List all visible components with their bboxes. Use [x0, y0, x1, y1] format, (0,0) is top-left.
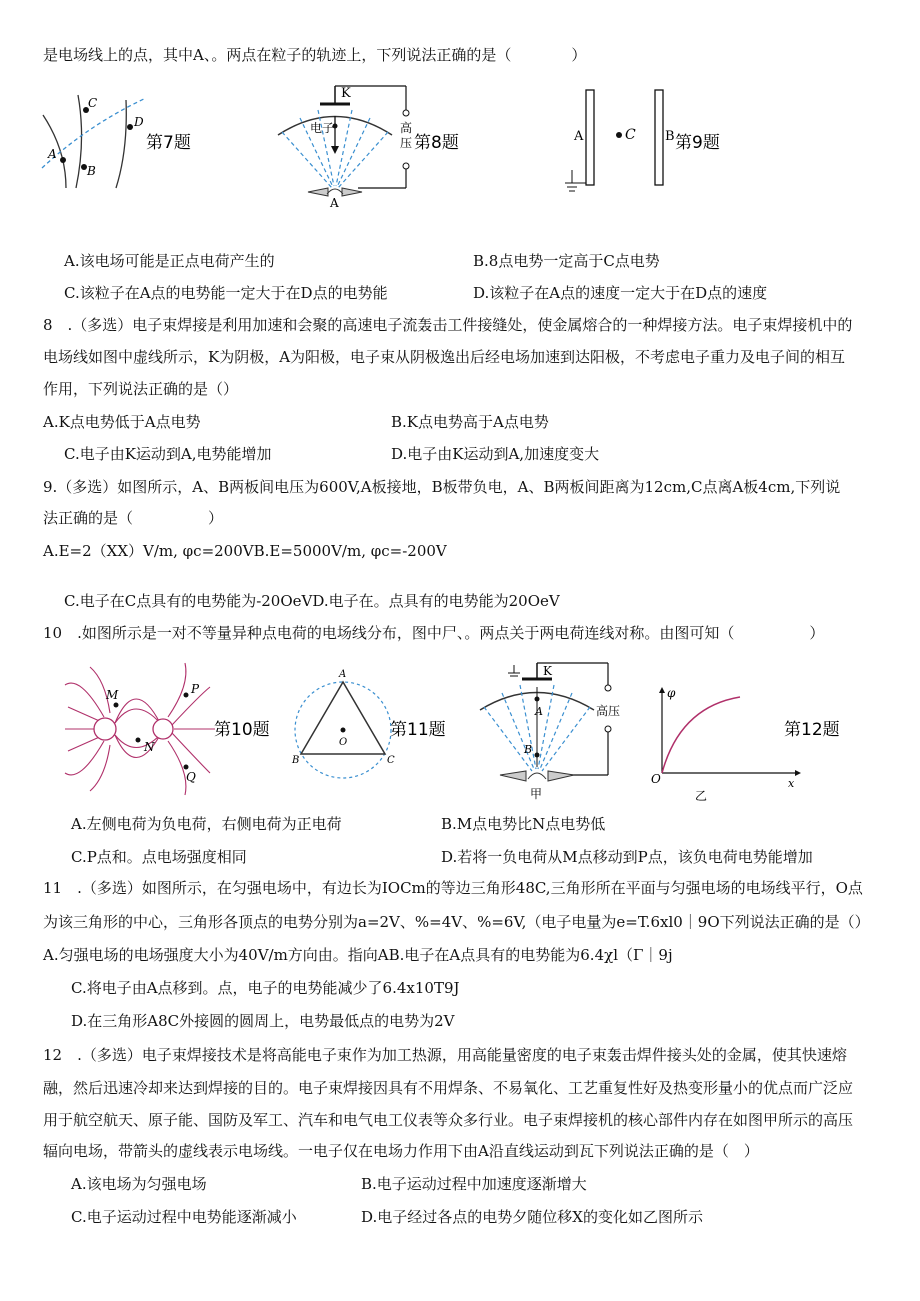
fig12-label-x: x [788, 777, 795, 790]
q9-option-ab: A.E=2（XX）V/m, φc=200VB.E=5000V/m, φc=-200V [43, 542, 447, 560]
q12-option-c: C.电子运动过程中电势能逐渐减小 [71, 1208, 297, 1226]
q12-stem-line4: 辐向电场，带箭头的虚线表示电场线。一电子仅在电场力作用下由A沿直线运动到瓦下列说法正确的是（ ） [43, 1142, 759, 1160]
fig8-label-hv2: 压 [400, 136, 413, 150]
q10-stem: 10 .如图所示是一对不等量异种点电荷的电场线分布，图中尸、。两点关于两电荷连线对称。由图可知（ ） [43, 624, 825, 642]
fig12-jia-apparatus [480, 663, 611, 781]
figure-row-1 [38, 80, 878, 210]
fig8-label-hv1: 高 [400, 121, 413, 135]
q7-option-d: D.该粒子在A点的速度一定大于在D点的速度 [473, 284, 768, 302]
fig11-label-b: B [292, 755, 300, 766]
figure-row-2 [60, 655, 880, 805]
fig12-label-yi: 乙 [695, 789, 708, 803]
fig10-label-p: P [191, 682, 200, 696]
fig8-caption: 第8题 [414, 133, 459, 153]
fig11-label-c: C [387, 755, 395, 766]
q7-option-a: A.该电场可能是正点电荷产生的 [64, 252, 275, 270]
fig11-caption: 第11题 [390, 720, 446, 740]
q12-option-a: A.该电场为匀强电场 [71, 1175, 207, 1193]
q8-option-c: C.电子由K运动到A,电势能增加 [64, 445, 272, 463]
fig12-label-b: B [524, 743, 533, 756]
fig12-label-hv: 高压 [596, 704, 621, 718]
q12-stem-line2: 融，然后迅速冷却来达到焊接的目的。电子束焊接因具有不用焊条、不易氧化、工艺重复性好及热变形量小的优点而广泛应 [43, 1079, 854, 1097]
q11-option-d: D.在三角形A8C外接圆的圆周上，电势最低点的电势为2V [71, 1012, 455, 1030]
q9-stem-line1: 9.（多选）如图所示，A、B两板间电压为600V,A板接地，B板带负电，A、B两板间距离为12cm,C点离A板4cm,下列说 [43, 478, 841, 496]
fig12-label-a: A [535, 705, 543, 718]
fig10-label-n: N [144, 740, 155, 754]
q12-option-d: D.电子经过各点的电势夕随位移X的变化如乙图所示 [361, 1208, 703, 1226]
fig8-label-k: K [341, 86, 351, 101]
fig9-label-a: A [574, 129, 584, 144]
fig11-label-o: O [339, 737, 348, 748]
fig8-apparatus [278, 86, 409, 196]
fig12-yi-graph [659, 687, 801, 776]
q7-option-b: B.8点电势一定高于C点电势 [473, 252, 660, 270]
fig9-label-c: C [625, 127, 636, 143]
q9-option-cd: C.电子在C点具有的电势能为-20OeVD.电子在。点具有的电势能为20OeV [64, 592, 560, 610]
fig7-label-a: A [48, 147, 57, 161]
fig7-label-c: C [88, 96, 98, 110]
q8-stem-line2: 电场线如图中虚线所示，K为阴极，A为阳极，电子束从阴极逸出后经电场加速到达阳极，不考虑电子重力及电子间的相互 [43, 348, 846, 366]
q10-option-c: C.P点和。点电场强度相同 [71, 848, 247, 866]
fig10-label-q: Q [186, 770, 196, 784]
q11-stem-line2: 为该三角形的中心，三角形各顶点的电势分别为a=2V、%=4V、%=6V,（电子电量为e=T.6xl0｜9O下列说法正确的是（） [43, 913, 870, 931]
fig10-caption: 第10题 [214, 720, 270, 740]
fig10-label-m: M [106, 688, 119, 702]
q8-option-d: D.电子由K运动到A,加速度变大 [391, 445, 600, 463]
q8-stem-line1: 8 .（多选）电子束焊接是利用加速和会聚的高速电子流轰击工件接缝处，使金属熔合的一种焊接方法。电子束焊接机中的 [43, 316, 853, 334]
q7-stem: 是电场线上的点，其中A、。两点在粒子的轨迹上，下列说法正确的是（ ） [43, 46, 587, 64]
q11-option-c: C.将电子由A点移到。点，电子的电势能减少了6.4x10T9J [71, 979, 460, 997]
fig7-label-b: B [87, 164, 96, 178]
fig11-triangle [295, 682, 391, 778]
q11-option-ab: A.匀强电场的电场强度大小为40V/m方向由。指向AB.电子在A点具有的电势能为6.4χl（Γ｜9j [43, 946, 673, 964]
fig11-label-a: A [339, 669, 347, 680]
q12-stem-line1: 12 .（多选）电子束焊接技术是将高能电子束作为加工热源，用高能量密度的电子束轰击焊件接头处的金属，使其快速熔 [43, 1046, 847, 1064]
fig12-label-o: O [651, 772, 661, 786]
fig12-label-phi: φ [667, 686, 676, 700]
fig8-label-electron: 电子 [310, 121, 335, 135]
q10-option-a: A.左侧电荷为负电荷，右侧电荷为正电荷 [71, 815, 342, 833]
fig7-label-d: D [134, 115, 144, 129]
fig12-label-k: K [543, 664, 552, 678]
fig9-label-b: B [665, 129, 675, 144]
fig12-caption: 第12题 [784, 720, 840, 740]
fig12-label-jia: 甲 [530, 787, 543, 801]
q8-stem-line3: 作用，下列说法正确的是（） [43, 380, 239, 398]
fig9-caption: 第9题 [675, 133, 720, 153]
q10-option-d: D.若将一负电荷从M点移动到P点，该负电荷电势能增加 [441, 848, 813, 866]
q10-option-b: B.M点电势比N点电势低 [441, 815, 606, 833]
q11-stem-line1: 11 .（多选）如图所示，在匀强电场中，有边长为IOCm的等边三角形48C,三角形所在平面与匀强电场的电场线平行，O点 [43, 879, 863, 897]
q12-stem-line3: 用于航空航天、原子能、国防及军工、汽车和电气电工仪表等众多行业。电子束焊接机的核心部件内存在如图甲所示的高压 [43, 1111, 854, 1129]
q8-option-b: B.K点电势高于A点电势 [391, 413, 549, 431]
q9-stem-line2: 法正确的是（ ） [43, 509, 224, 527]
q8-option-a: A.K点电势低于A点电势 [43, 413, 201, 431]
q7-option-c: C.该粒子在A点的电势能一定大于在D点的电势能 [64, 284, 388, 302]
q12-option-b: B.电子运动过程中加速度逐渐增大 [361, 1175, 587, 1193]
fig7-caption: 第7题 [146, 133, 191, 153]
fig8-label-a: A [330, 196, 339, 210]
